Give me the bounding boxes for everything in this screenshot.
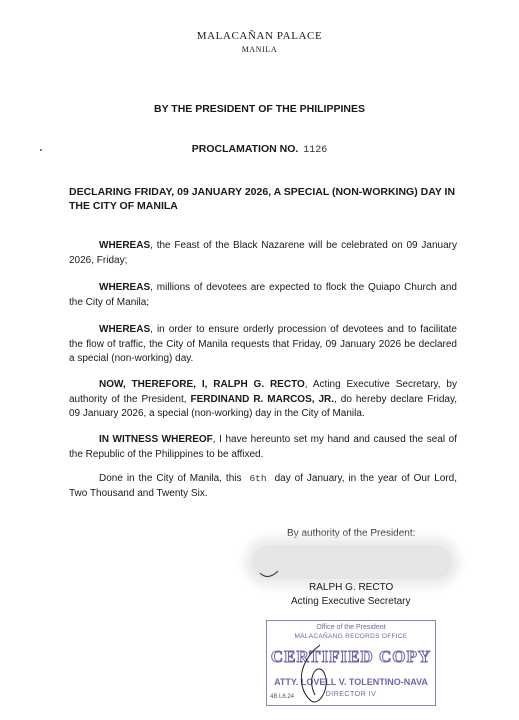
proclamation-number: 1126 — [303, 145, 328, 156]
paragraph-text: , in order to ensure orderly procession of devotees and to facilitate the flow of traffic, the City of Manila requests that Friday, 09 January 2026 be declared a special (non-working) day. — [69, 324, 457, 364]
paragraph-lead: WHEREAS — [99, 240, 151, 251]
signatory-name: RALPH G. RECTO — [309, 582, 394, 593]
stamp-office: Office of the President — [316, 624, 386, 631]
paragraph-lead: IN WITNESS WHEREOF — [99, 434, 213, 445]
city-heading: MANILA — [241, 45, 278, 54]
proclamation-label: PROCLAMATION NO. — [191, 143, 299, 155]
paragraph-text: , Acting Executive Secretary, by authority of the President, — [69, 379, 457, 405]
paragraph-done-in — [69, 472, 457, 501]
palace-heading: MALACAÑAN PALACE — [196, 30, 323, 42]
paragraph-text: , I have hereunto set my hand and caused the seal of the Republic of the Philippines to be affixed. — [69, 434, 457, 460]
paragraph-lead: WHEREAS — [99, 324, 151, 335]
paragraph-text: , do hereby declare Friday, 09 January 2026, a special (non-working) day in the City of Manila. — [69, 393, 457, 419]
stamp-attorney-name: ATTY. LOVELL V. TOLENTINO-NAVA — [274, 677, 428, 687]
paragraph-text: Done in the City of Manila, this — [99, 473, 242, 484]
president-name: FERDINAND R. MARCOS, JR. — [190, 393, 335, 405]
paragraph-in-witness — [69, 433, 457, 462]
signature-stroke-icon — [258, 563, 318, 579]
day-value: 6th — [249, 473, 267, 484]
paragraph-text: day of January, in the year of Our Lord, Two Thousand and Twenty Six. — [69, 473, 457, 499]
stamp-certified-copy: CERTIFIED COPY — [270, 647, 432, 666]
paragraph-now-therefore — [69, 378, 457, 422]
stamp-records-office: MALACAÑANG RECORDS OFFICE — [294, 633, 408, 640]
paragraph-whereas-2 — [69, 281, 457, 310]
paragraph-whereas-3 — [69, 323, 457, 367]
stamp-director-title: DIRECTOR IV — [325, 691, 377, 698]
stamp-initials: 4B L6.24 — [270, 694, 295, 700]
paragraph-whereas-1 — [69, 239, 457, 268]
paragraph-text: , the Feast of the Black Nazarene will be celebrated on 09 January 2026, Friday; — [69, 240, 457, 266]
proclamation-heading — [0, 143, 519, 156]
paragraph-text: , millions of devotees are expected to flock the Quiapo Church and the City of Manila; — [69, 282, 457, 308]
proclamation-title: DECLARING FRIDAY, 09 JANUARY 2026, A SPECIAL (NON-WORKING) DAY IN THE CITY OF MANILA — [69, 186, 456, 212]
by-authority-line: By authority of the President: — [287, 528, 416, 539]
paragraph-lead: NOW, THEREFORE, I, RALPH G. RECTO — [99, 379, 305, 390]
paragraph-lead: WHEREAS — [99, 282, 151, 293]
issuer-heading: BY THE PRESIDENT OF THE PHILIPPINES — [153, 103, 365, 115]
signatory-role: Acting Executive Secretary — [291, 596, 411, 607]
handwritten-initial-icon — [290, 640, 350, 710]
